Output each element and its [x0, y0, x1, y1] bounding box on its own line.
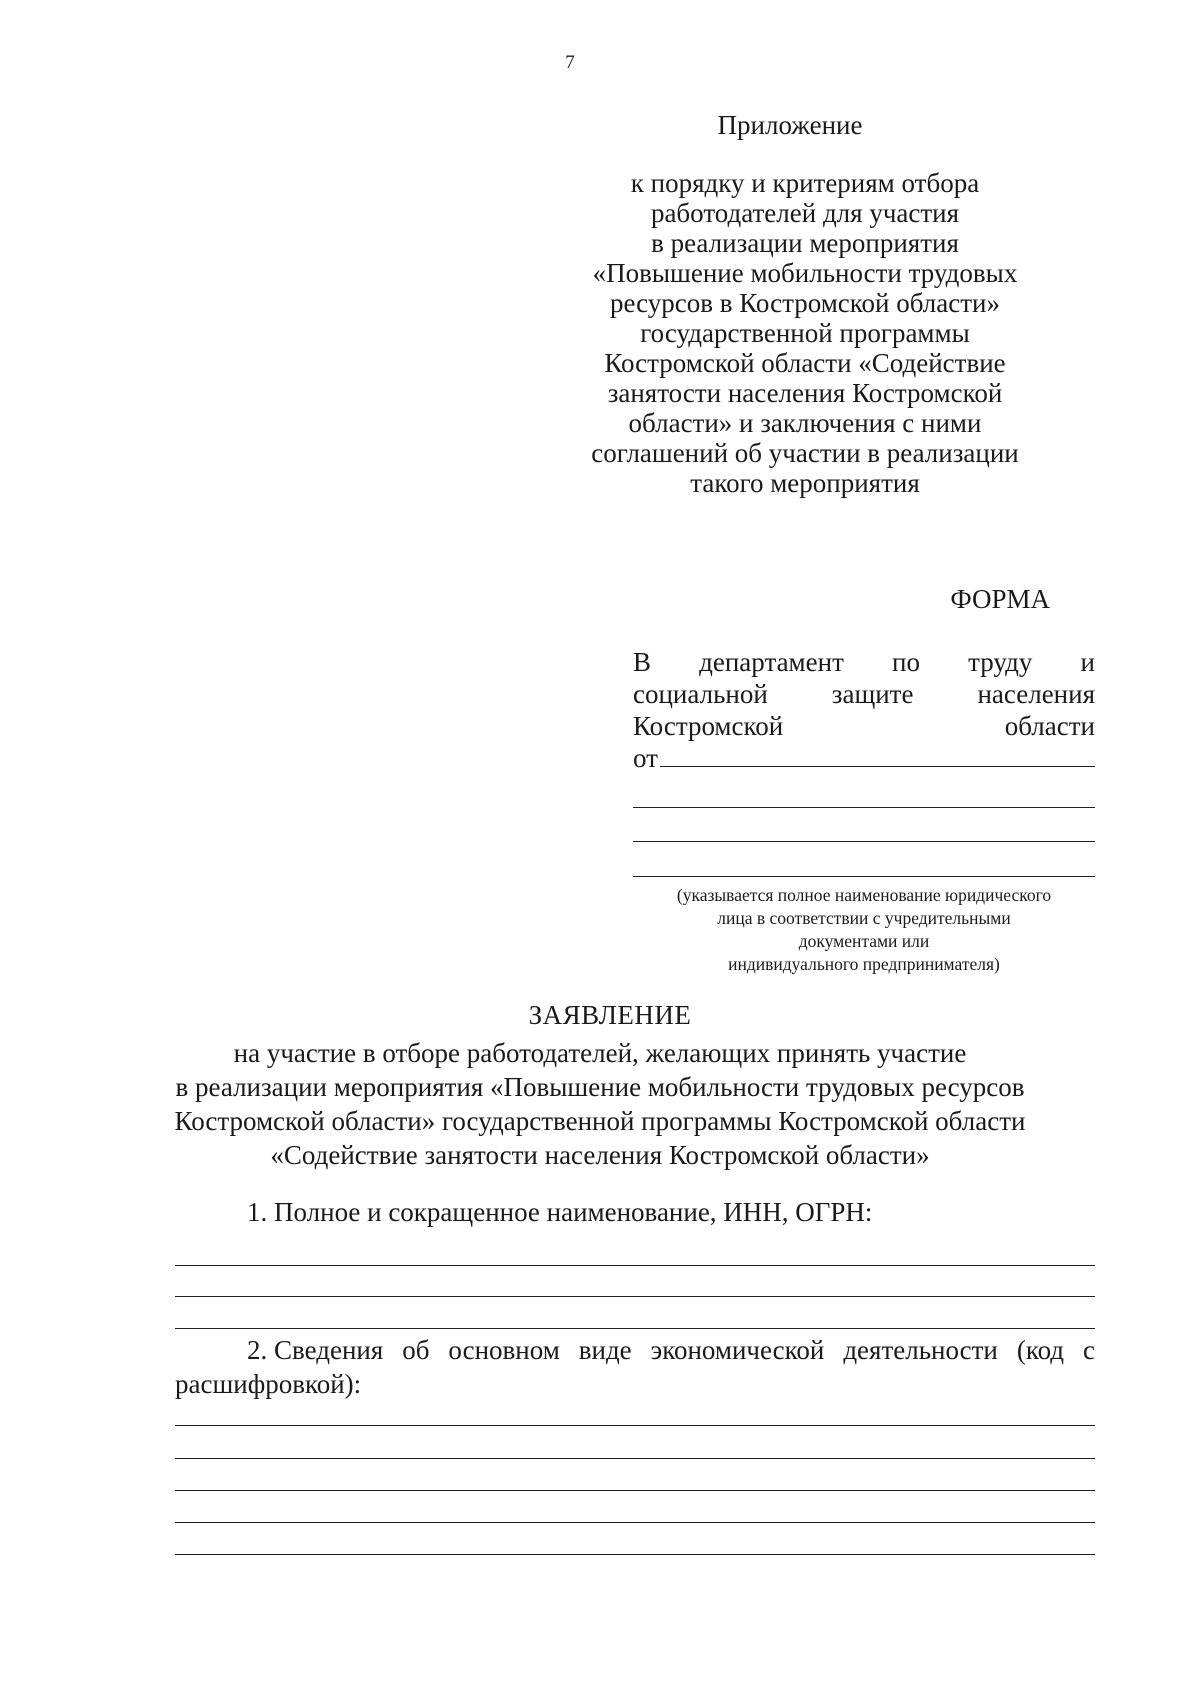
item-2-word: об — [402, 1335, 430, 1365]
hint-line: документами или — [798, 931, 930, 951]
hint-line: индивидуального предпринимателя) — [728, 954, 1000, 974]
statement-line: в реализации мероприятия «Повышение мобильности трудовых ресурсов — [175, 1072, 1025, 1102]
item-2-word: виде — [578, 1335, 632, 1365]
item-2-input-line[interactable] — [175, 1425, 1095, 1426]
statement-subtitle — [140, 1036, 1060, 1172]
appendix-line: государственной программы — [640, 318, 970, 348]
addressee-word: по — [892, 647, 920, 677]
appendix-title: Приложение — [717, 110, 863, 140]
item-2-line-1 — [175, 1333, 1095, 1367]
applicant-input-line[interactable] — [633, 876, 1095, 877]
from-label: от — [633, 743, 658, 773]
statement-title: ЗАЯВЛЕНИЕ — [528, 1000, 692, 1030]
from-input-line[interactable] — [660, 744, 1095, 767]
statement-line: на участие в отборе работодателей, желающих принять участие — [233, 1038, 967, 1068]
addressee-word: труду — [968, 647, 1033, 677]
addressee-line-1 — [633, 646, 1095, 678]
item-2-input-line[interactable] — [175, 1522, 1095, 1523]
hint-line: (указывается полное наименование юридического — [676, 885, 1052, 905]
addressee-block — [633, 646, 1095, 774]
item-2-input-line[interactable] — [175, 1554, 1095, 1555]
statement-line: «Содействие занятости населения Костромской области» — [270, 1140, 930, 1170]
item-1-input-line[interactable] — [175, 1296, 1095, 1297]
item-1-input-line[interactable] — [175, 1265, 1095, 1266]
appendix-text — [590, 168, 1020, 498]
addressee-line-3 — [633, 710, 1095, 742]
appendix-line: в реализации мероприятия — [651, 228, 959, 258]
from-line — [633, 742, 1095, 774]
item-2-word: с — [1083, 1335, 1095, 1365]
item-2-word: экономической — [650, 1335, 825, 1365]
addressee-word: области — [1004, 711, 1095, 741]
item-2-word: 2. Сведения — [247, 1335, 384, 1365]
applicant-hint — [633, 884, 1095, 976]
item-2-word: (код — [1016, 1335, 1065, 1365]
statement-line: Костромской области» государственной программы Костромской области — [174, 1106, 1026, 1136]
addressee-word: департамент — [699, 647, 844, 677]
addressee-word: населения — [977, 679, 1095, 709]
addressee-word: В — [633, 647, 652, 677]
appendix-line: работодателей для участия — [650, 198, 960, 228]
item-2-input-line[interactable] — [175, 1458, 1095, 1459]
item-2-continuation: расшифровкой): — [175, 1369, 362, 1399]
addressee-line-2 — [633, 678, 1095, 710]
addressee-word: и — [1080, 647, 1095, 677]
item-2-label — [175, 1333, 1095, 1401]
appendix-line: такого мероприятия — [690, 468, 920, 498]
item-1-label: 1. Полное и сокращенное наименование, ИНН, ОГРН: — [247, 1197, 873, 1227]
item-2-input-line[interactable] — [175, 1490, 1095, 1491]
form-label: ФОРМА — [950, 584, 1050, 614]
appendix-line: области» и заключения с ними — [628, 408, 982, 438]
addressee-word: защите — [831, 679, 914, 709]
item-2-word: основном — [448, 1335, 560, 1365]
appendix-line: соглашений об участии в реализации — [591, 438, 1019, 468]
hint-line: лица в соответствии с учредительными — [717, 908, 1011, 928]
item-1-input-line[interactable] — [175, 1328, 1095, 1329]
item-2-word: деятельности — [843, 1335, 998, 1365]
applicant-input-line[interactable] — [633, 807, 1095, 808]
appendix-line: Костромской области «Содействие — [604, 348, 1006, 378]
addressee-word: социальной — [633, 679, 768, 709]
addressee-word: Костромской — [633, 711, 784, 741]
applicant-input-line[interactable] — [633, 841, 1095, 842]
appendix-line: занятости населения Костромской — [607, 378, 1003, 408]
appendix-line: к порядку и критериям отбора — [630, 168, 980, 198]
appendix-line: «Повышение мобильности трудовых — [592, 258, 1018, 288]
appendix-line: ресурсов в Костромской области» — [610, 288, 1000, 318]
page-number: 7 — [565, 52, 575, 73]
